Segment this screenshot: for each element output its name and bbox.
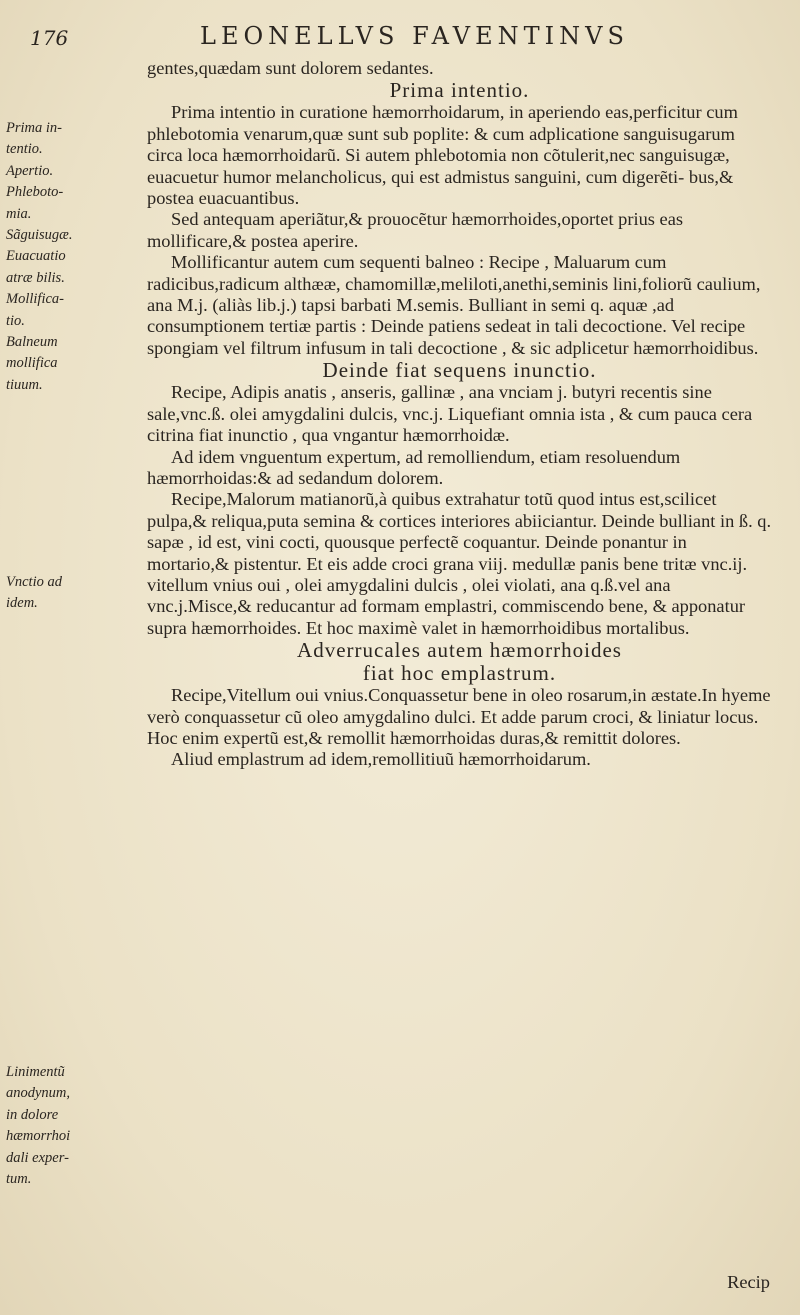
margin-note: tum. <box>6 1171 32 1188</box>
margin-note: anodynum, <box>6 1085 71 1102</box>
margin-note: Euacuatio <box>6 248 66 265</box>
section-heading: Prima intentio. <box>389 78 530 103</box>
margin-note: Phleboto- <box>6 184 64 201</box>
paragraph: Mollificantur autem cum sequenti balneo : Recipe , Maluarum cum radicibus,radicum althææ, chamomillæ,meliloti,anethi,seminis lini,foliorũ caulium, ana M.j. (aliàs lib.j.) tapsi barbati M.semis. Bulliant in semi q. aquæ ,ad consumptionem tertiæ partis : Deinde patiens sedeat in tali decoctione. Vel recipe spongiam vel filtrum infusum in tali decoctione , & sic adplicetur hæmorrhoidibus. <box>147 252 761 358</box>
margin-note: tiuum. <box>6 376 43 393</box>
margin-note: Prima in- <box>6 120 62 136</box>
margin-note: Balneum <box>6 334 58 351</box>
margin-note: atræ bilis. <box>6 269 65 286</box>
margin-note: Mollifica- <box>6 291 64 308</box>
paragraph: Aliud emplastrum ad idem,remollitiuũ hæmorrhoidarum. <box>171 749 591 770</box>
margin-note: Linimentũ <box>6 1064 65 1080</box>
paragraph: Recipe,Vitellum oui vnius.Conquassetur bene in oleo rosarum,in æstate.In hyeme verò conquassetur cũ oleo amygdalino dulci. Et adde parum croci, & liniatur locus. Hoc enim expertũ est,& remollit hæmorrhoidas duras,& remittit dolores. <box>147 685 771 748</box>
margin-note: Apertio. <box>6 162 54 179</box>
margin-note: Sãguisugæ. <box>6 227 73 244</box>
paragraph: Ad idem vnguentum expertum, ad remolliendum, etiam resoluendum hæmorrhoidas:& ad sedandum dolorem. <box>147 446 681 488</box>
marginalia-middle <box>6 572 136 615</box>
margin-note: tio. <box>6 312 25 329</box>
page-number: 176 <box>30 26 69 50</box>
paragraph: Recipe, Adipis anatis , anseris, gallinæ , ana vnciam j. butyri recentis sine sale,vnc.ß. olei amygdalini dulcis, vnc.j. Liquefiant omnia ista , & cum pauca cera citrina fiat inunctio , qua vngantur hæmorrhoidæ. <box>147 382 753 446</box>
margin-note: in dolore <box>6 1106 59 1123</box>
catchword: Recip <box>727 1272 770 1292</box>
margin-note: mollifica <box>6 355 58 372</box>
section-heading: Deinde fiat sequens inunctio. <box>322 358 597 383</box>
paragraph: Recipe,Malorum matianorũ,à quibus extrahatur totũ quod intus est,scilicet pulpa,& reliqua,puta semina & cortices interiores abiiciantur. Deinde bulliant in ß. q. sapæ , id est, vini cocti, quousque perfectẽ coquantur. Deinde ponantur in mortario,& pistentur. Et eis adde croci grana viij. medullæ panis bene tritæ vnc.ij. vitellum vnius oui , olei amygdalini dulcis , olei violati, ana q.ß.vel ana vnc.j.Misce,& reducantur ad formam emplastri, commiscendo bene, & apponatur supra hæmorrhoides. Et hoc maximè valet in hæmorrhoidibus mortalibus. <box>147 489 772 638</box>
section-heading: fiat hoc emplastrum. <box>362 661 557 686</box>
marginalia-top <box>6 118 136 396</box>
text-line: gentes,quædam sunt dolorem sedantes. <box>147 58 434 78</box>
margin-note: mia. <box>6 205 32 222</box>
margin-note: idem. <box>6 595 38 612</box>
section-heading: Adverrucales autem hæmorrhoides <box>297 638 622 663</box>
margin-note: dali exper- <box>6 1149 69 1166</box>
main-text <box>147 58 772 771</box>
margin-note: tentio. <box>6 141 43 158</box>
margin-note: hæmorrhoi <box>6 1128 71 1145</box>
margin-note: Vnctio ad <box>6 574 62 590</box>
paragraph: Sed antequam aperiãtur,& prouocẽtur hæmorrhoides,oportet prius eas mollificare,& postea aperire. <box>147 209 684 251</box>
marginalia-bottom <box>6 1062 136 1190</box>
page-header <box>30 20 790 60</box>
running-head: LEONELLVS FAVENTINVS <box>200 22 629 50</box>
paragraph: Prima intentio in curatione hæmorrhoidarum, in aperiendo eas,perficitur cum phlebotomia venarum,quæ sunt sub poplite: & cum adplicatione sanguisugarum circa loca hæmorrhoidarũ. Si autem phlebotomia non cõtulerit,nec sanguisugæ, euacuetur humor melancholicus, qui est admistus sanguini, cum digerẽti- bus,& postea euacuantibus. <box>147 102 738 209</box>
